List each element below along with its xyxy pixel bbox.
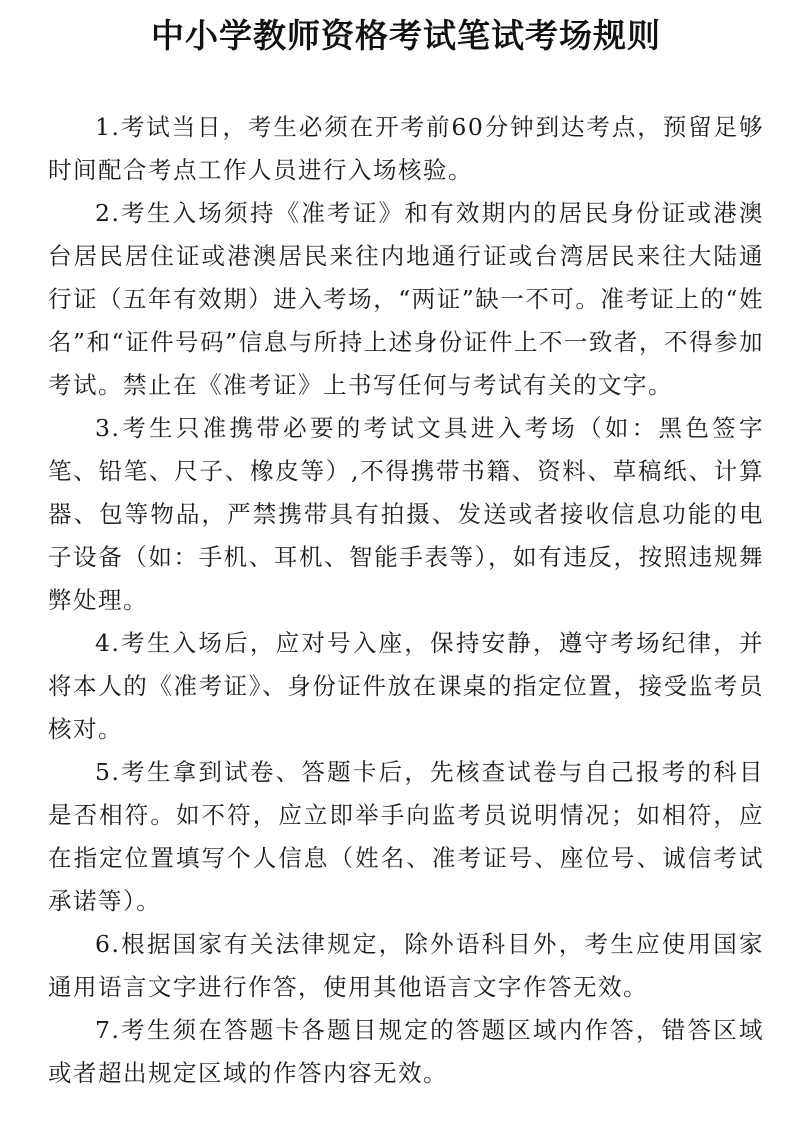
rule-item-5: 5.考生拿到试卷、答题卡后，先核查试卷与自己报考的科目是否相符。如不符，应立即举手向监考员说明情况；如相符，应在指定位置填写个人信息（姓名、准考证号、座位号、诚信考试承诺等）。	[48, 758, 764, 915]
rule-item-6: 6.根据国家有关法律规定，除外语科目外，考生应使用国家通用语言文字进行作答，使用其他语言文字作答无效。	[48, 930, 764, 1001]
rule-item-1: 1.考试当日，考生必须在开考前60分钟到达考点，预留足够时间配合考点工作人员进行入场核验。	[48, 113, 764, 184]
rules-list	[48, 106, 764, 1095]
rule-item-2: 2.考生入场须持《准考证》和有效期内的居民身份证或港澳台居民居住证或港澳居民来往内地通行证或台湾居民来往大陆通行证（五年有效期）进入考场，“两证”缺一不可。准考证上的“姓名”和“证件号码”信息与所持上述身份证件上不一致者，不得参加考试。禁止在《准考证》上书写任何与考试有关的文字。	[48, 199, 764, 399]
rule-item-3: 3.考生只准携带必要的考试文具进入考场（如：黑色签字笔、铅笔、尺子、橡皮等）,不得携带书籍、资料、草稿纸、计算器、包等物品，严禁携带具有拍摄、发送或者接收信息功能的电子设备（如：手机、耳机、智能手表等），如有违反，按照违规舞弊处理。	[48, 414, 764, 614]
rule-item-4: 4.考生入场后，应对号入座，保持安静，遵守考场纪律，并将本人的《准考证》、身份证件放在课桌的指定位置，接受监考员核对。	[48, 629, 764, 743]
rule-item-7: 7.考生须在答题卡各题目规定的答题区域内作答，错答区域或者超出规定区域的作答内容无效。	[48, 1016, 764, 1087]
document-title: 中小学教师资格考试笔试考场规则	[151, 16, 661, 55]
